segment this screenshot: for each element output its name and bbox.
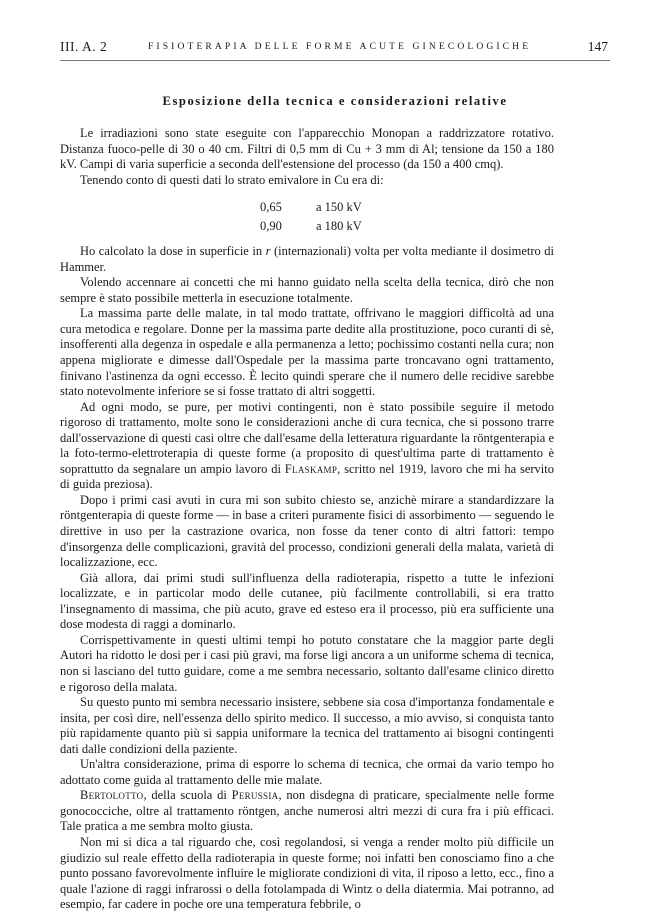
half-value-layer-table (60, 198, 554, 236)
author-name: Bertolotto (80, 788, 144, 803)
unit-symbol: r (265, 244, 271, 259)
paragraph: Volendo accennare ai concetti che mi hanno guidato nella scelta della tecnica, dirò che non sempre è stato possibile metterla in esecuzione totalmente. (60, 275, 554, 305)
page-number: 147 (587, 39, 608, 54)
running-header (60, 39, 608, 59)
table-cell-value: 0,90 (260, 219, 282, 234)
text-run: , della scuola di (143, 788, 232, 803)
paragraph: Corrispettivamente in questi ultimi tempi ho potuto constatare che la maggior parte degli Autori ha ridotto le dosi per i casi più gravi, ma forse ligi ancora a un uniforme schema di tecnica, non si lasciano del tutto guidare, come a me sembra necessario, soltanto dall'esame clinico diretto e rigoroso della malata. (60, 632, 554, 694)
table-cell-value: 0,65 (260, 200, 282, 215)
paragraph: Tenendo conto di questi dati lo strato emivalore in Cu era di: (80, 172, 384, 187)
running-title: FISIOTERAPIA DELLE FORME ACUTE GINECOLOGICHE (148, 41, 532, 52)
paragraph: Dopo i primi casi avuti in cura mi son subito chiesto se, anzichè mirare a standardizzare la röntgenterapia di queste forme — in base a criteri puramente fisici di assorbimento — seguendo le direttive in uso per la castrazione ovarica, non fosse da tener conto di altri fattori: tempo d'insorgenza delle complicazioni, gravità del processo, condizioni generali della malata, varietà di localizzazione, ecc. (60, 492, 554, 570)
table-row (260, 198, 554, 217)
paragraph (60, 244, 554, 275)
section-number: III. A. 2 (60, 39, 108, 54)
text-run: Ad ogni modo, se pure, per motivi contingenti, non è stato possibile seguire il metodo rigoroso di trattamento, molte sono le considerazioni anche di cura tecnica, che si possono trarre dall'osservazione di questi casi oltre che dall'esame della letteratura riguardante la röntgenterapia e la foto-termo-elettroterapia di queste forme (a proposito di quest'ultima parte di trattamento è soprattutto da segnalare un ampio lavoro di (60, 399, 554, 476)
paragraph (60, 788, 554, 835)
paragraph: La massima parte delle malate, in tal modo trattate, offrivano le maggiori difficoltà ad una cura metodica e regolare. Donne per la massima parte dedite alla prostituzione, poco curanti di sè, insofferenti alla degenza in ospedale e alla permanenza a letto; pochissimo costanti nella cura; non appena migliorate e dimesse dall'Ospedale per la massima parte troncavano ogni trattamento, finivano l'astinenza da ogni eccesso. È lecito quindi sperare che il numero delle recidive sarebbe stato notevolmente inferiore se si fosse trattato di altri soggetti. (60, 306, 554, 399)
header-rule (60, 60, 610, 61)
paragraph: Non mi si dica a tal riguardo che, così regolandosi, si venga a render molto più difficile un giudizio sul reale effetto della radioterapia in queste forme; noi infatti ben conosciamo fino a che punto possano favorevolmente influire le migliorate condizioni di vita, il riposo a letto, ecc., fino a quale l'azione di raggi infrarossi o della fotolampada di Wintz o della diatermia. Mai potranno, ad esempio, far cadere in poche ore una temperatura febbrile, o (60, 834, 554, 912)
paragraph: Le irradiazioni sono state eseguite con l'apparecchio Monopan a raddrizzatore rotativo. Distanza fuoco-pelle di 30 o 40 cm. Filtri di 0,5 mm di Cu + 3 mm di Al; tensione da 150 a 180 kV. Campi di varia superficie a seconda dell'estensione del processo (da 150 a 400 cmq). (60, 126, 554, 172)
paragraph: Già allora, dai primi studi sull'influenza della radioterapia, rispetto a tutte le infezioni localizzate, e in particolar modo delle cutanee, più facilmente controllabili, si era tratto l'insegnamento di massima, che più acuto, grave ed esteso era il processo, più era sufficiente una dose modesta di raggi a dominarlo. (60, 570, 554, 632)
table-cell-voltage: a 150 kV (316, 200, 362, 215)
paragraph: Su questo punto mi sembra necessario insistere, sebbene sia cosa d'importanza fondamentale e insita, per così dire, nell'essenza dello spirito medico. Il successo, a mio avviso, si conquista tanto più rapidamente quanto più si sappia uniformare la tecnica del trattamento ai bisogni contingenti dati dalle condizioni della paziente. (60, 695, 554, 756)
author-name: Perussia (231, 788, 279, 803)
author-name: Flaskamp (284, 461, 338, 476)
table-cell-voltage: a 180 kV (316, 219, 362, 234)
text-run: Ho calcolato la dose in superficie in (80, 244, 266, 259)
paragraph: Un'altra considerazione, prima di esporre lo schema di tecnica, che ormai da vario tempo ho adottato come guida al trattamento delle mie malate. (60, 757, 554, 787)
text-run: (internazionali) volta per volta mediante il dosimetro di Hammer. (60, 244, 554, 274)
body-text (60, 126, 554, 913)
paragraph (60, 400, 554, 493)
text-run: , non disdegna di praticare, specialmente nelle forme gonococciche, oltre al trattamento röntgen, anche numerosi altri mezzi di cura fra i più efficaci. Tale pratica a me sembra molto giusta. (60, 788, 554, 834)
section-heading: Esposizione della tecnica e considerazioni relative (162, 94, 508, 108)
table-row (260, 217, 554, 236)
text-run: , scritto nel 1919, lavoro che mi ha servito di guida preziosa). (60, 461, 555, 492)
